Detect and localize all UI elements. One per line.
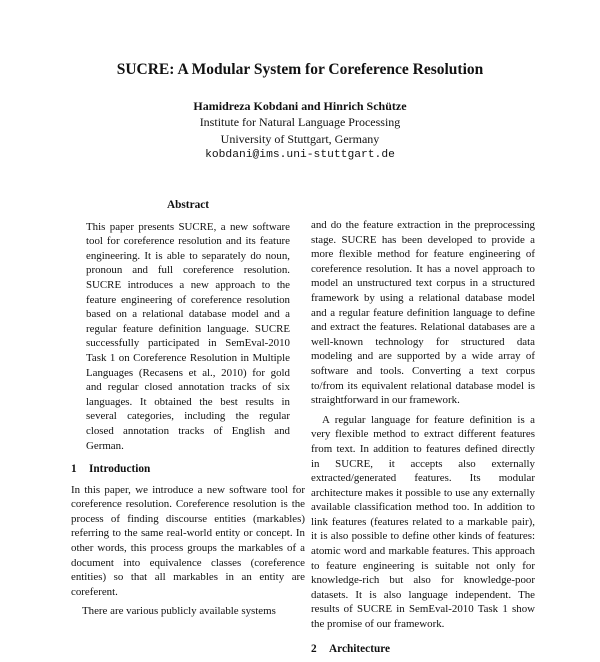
author-block <box>0 98 600 163</box>
section-number: 2 <box>311 642 317 655</box>
right-paragraph-2: A regular language for feature definition is a very flexible method to extract different features from text. In addition to features defined directly in SUCRE, it accepts also externally extracted/generated features. Its modular architecture makes it possible to use any externally available classification method too. In addition to link features (features related to a markable pair), it is also possible to define other kinds of features: atomic word and markable features. This approach to feature engineering is suitable not only for knowledge-rich but also for knowledge-poor datasets. It is also language independent. The results of SUCRE in SemEval-2010 Task 1 show the promise of our framework. <box>311 413 535 631</box>
paper-title: SUCRE: A Modular System for Coreference Resolution <box>116 61 484 78</box>
section-title: Introduction <box>89 463 151 476</box>
author-email: kobdani@ims.uni-stuttgart.de <box>205 148 395 161</box>
right-column <box>311 218 535 662</box>
introduction-paragraph-1: In this paper, we introduce a new software tool for coreference resolution. Coreference resolution is the process of finding discourse entities (markables) referring to the same real-world entity or concept. In other words, this process groups the markables of a document into equivalence classes (coreference entities) so that all markables in an entity are coreferent. <box>71 483 305 598</box>
section-heading-architecture <box>311 642 535 657</box>
affiliation-university: University of Stuttgart, Germany <box>220 131 380 146</box>
abstract-text: This paper presents SUCRE, a new software tool for coreference resolution and its feature engineering. It is able to separately do noun, pronoun and full coreference resolution. SUCRE introduces a new approach to the feature engineering of coreference resolution based on a relational database model and a regular feature definition language. SUCRE successfully participated in SemEval-2010 Task 1 on Coreference Resolution in Multiple Languages (Recasens et al., 2010) for gold and regular closed annotation tracks of six languages. It obtained the best results in several categories, including the regular closed annotation tracks of English and German. <box>86 220 290 452</box>
section-heading-introduction <box>71 462 305 477</box>
abstract-heading: Abstract <box>166 199 210 211</box>
section-title: Architecture <box>329 642 391 655</box>
right-paragraph-1: and do the feature extraction in the preprocessing stage. SUCRE has been developed to provide a more flexible method for feature engineering of coreference resolution. It has a novel approach to model an unstructured text corpus in a structured framework by using a relational database model and a regular feature definition language to define and extract the features. Relational databases are a well-known technology for structured data modeling and are supported by a wide array of software and tools. Converting a text corpus to/from its equivalent relational database model is straightforward in our framework. <box>311 219 535 407</box>
left-column <box>71 198 305 619</box>
affiliation-institute: Institute for Natural Language Processing <box>199 115 401 130</box>
introduction-paragraph-2: There are various publicly available systems <box>82 605 276 618</box>
section-number: 1 <box>71 463 77 476</box>
author-names: Hamidreza Kobdani and Hinrich Schütze <box>193 99 407 113</box>
